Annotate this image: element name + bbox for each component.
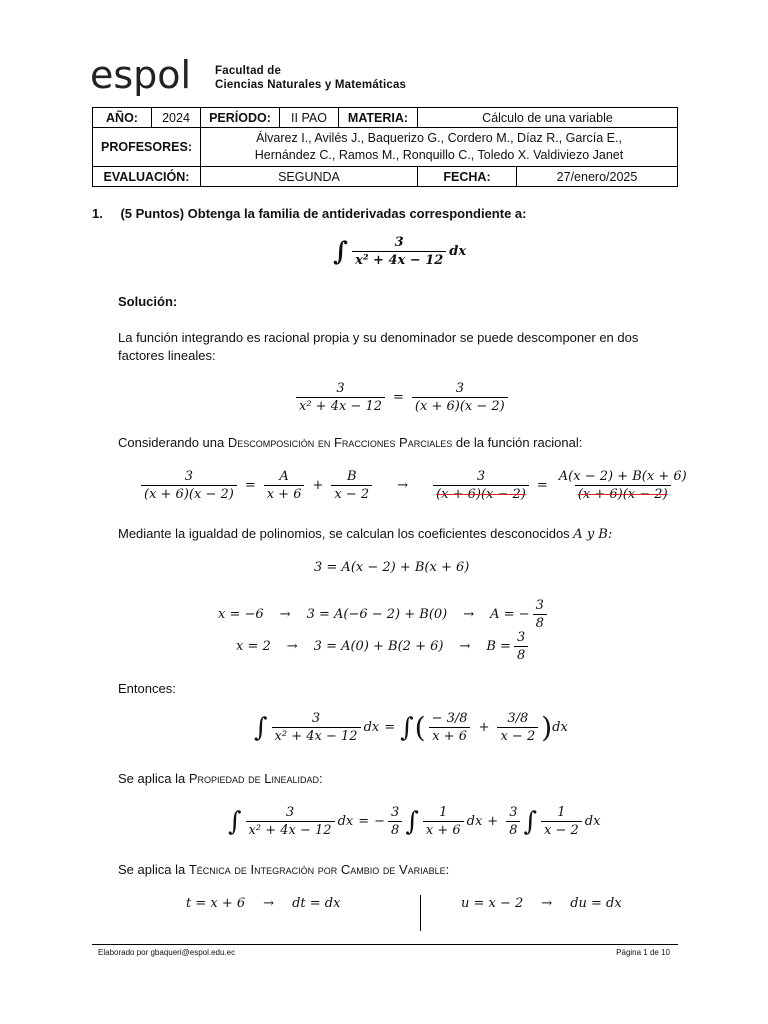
profesores-label: PROFESORES: [93,128,201,167]
paragraph-entonces: Entonces: [118,681,176,696]
paragraph-coefficients: Mediante la igualdad de polinomios, se calculan los coeficientes desconocidos A y B: [118,526,613,542]
footer-divider [92,944,678,945]
profesores-value [201,128,678,167]
factoring-equation: $\frac{3}{\text{x² + 4x − 12}}$ = $\frac{3}{(x + 6)(x - 2)}$ [293,381,511,414]
solution-label: Solución: [118,294,178,309]
problem-text: Obtenga la familia de antiderivadas correspondiente a: [187,206,527,221]
footer-page-number: Página 1 de 10 [616,948,670,957]
materia-value: Cálculo de una variable [418,108,678,128]
paragraph-factoring: La función integrando es racional propia y su denominador se puede descomponer en dos factores lineales: [118,330,639,363]
svg-text:espol: espol [90,56,192,96]
exam-info-table [92,107,678,187]
evaluacion-label: EVALUACIÓN: [93,167,201,187]
faculty-line-1: Facultad de [215,65,282,77]
paragraph-partial-fractions: Considerando una Descomposición en Fracciones Parciales de la función racional: [118,435,583,450]
espol-logo [90,56,210,96]
fecha-value: 27/enero/2025 [517,167,678,187]
paragraph-change-variable: Se aplica la Técnica de Integración por Cambio de Variable: [118,862,450,877]
faculty-name [215,64,406,92]
paragraph-linearity: Se aplica la Propiedad de Linealidad: [118,771,323,786]
integral-decomposed: ∫ $\frac{3}{\text{x² + 4x − 12}}$ dx = ∫ ( $\frac{- 3/8}{x + 6}$ + $\frac{3/8}{x - 2}$ ) dx [254,711,568,744]
case-x-2: x = 2 → 3 = A(0) + B(2 + 6) → B = $\frac{3}{8}$ [236,630,531,663]
substitution-divider [420,895,421,931]
substitution-u: u = x − 2 → du = dx [461,896,622,911]
substitution-t: t = x + 6 → dt = dx [186,896,341,911]
fecha-label: FECHA: [418,167,517,187]
faculty-line-2: Ciencias Naturales y Matemáticas [215,79,407,91]
anio-label: AÑO: [93,108,152,128]
problem-statement [92,205,526,223]
footer-author: Elaborado por gbaqueri@espol.edu.ec [98,948,236,957]
cancelled-denominator-right: (x + 6)(x − 2) [575,485,671,502]
profesores-line-2: Hernández C., Ramos M., Ronquillo C., Toledo X. Valdiviezo Janet [254,148,624,162]
evaluacion-value: SEGUNDA [201,167,418,187]
problem-number: 1. [92,206,103,221]
periodo-value: II PAO [280,108,339,128]
integral-linearity: ∫ $\frac{3}{\text{x² + 4x − 12}}$ dx = − $\frac{3}{8}$ ∫ $\frac{1}{x + 6}$ dx + $\frac{3}{8}$ ∫ $\frac{1}{x - 2}$ dx [228,805,601,838]
main-integral: ∫ $\frac{3}{\text{x² + 4x − 12}}$ dx [333,235,467,268]
polynomial-identity: 3 = A(x − 2) + B(x + 6) [314,560,470,575]
periodo-label: PERÍODO: [201,108,280,128]
problem-points: (5 Puntos) [120,206,185,221]
partial-fraction-equation: $\frac{3}{(x + 6)(x - 2)}$ = $\frac{A}{x + 6}$ + $\frac{B}{x - 2}$ → $\frac{3}{(x + 6)(x - 2)}$ = $\frac{A(x - 2) + B(x + 6)}{(x + 6)(x - 2)}$ [138,469,693,502]
cancelled-denominator-left: (x + 6)(x − 2) [433,485,529,502]
case-x-minus-6: x = −6 → 3 = A(−6 − 2) + B(0) → A = − $\frac{3}{8}$ [218,598,550,631]
integral-sign: ∫ [333,236,349,267]
profesores-line-1: Álvarez I., Avilés J., Baquerizo G., Cordero M., Díaz R., García E., [256,131,622,145]
materia-label: MATERIA: [339,108,418,128]
anio-value: 2024 [152,108,201,128]
